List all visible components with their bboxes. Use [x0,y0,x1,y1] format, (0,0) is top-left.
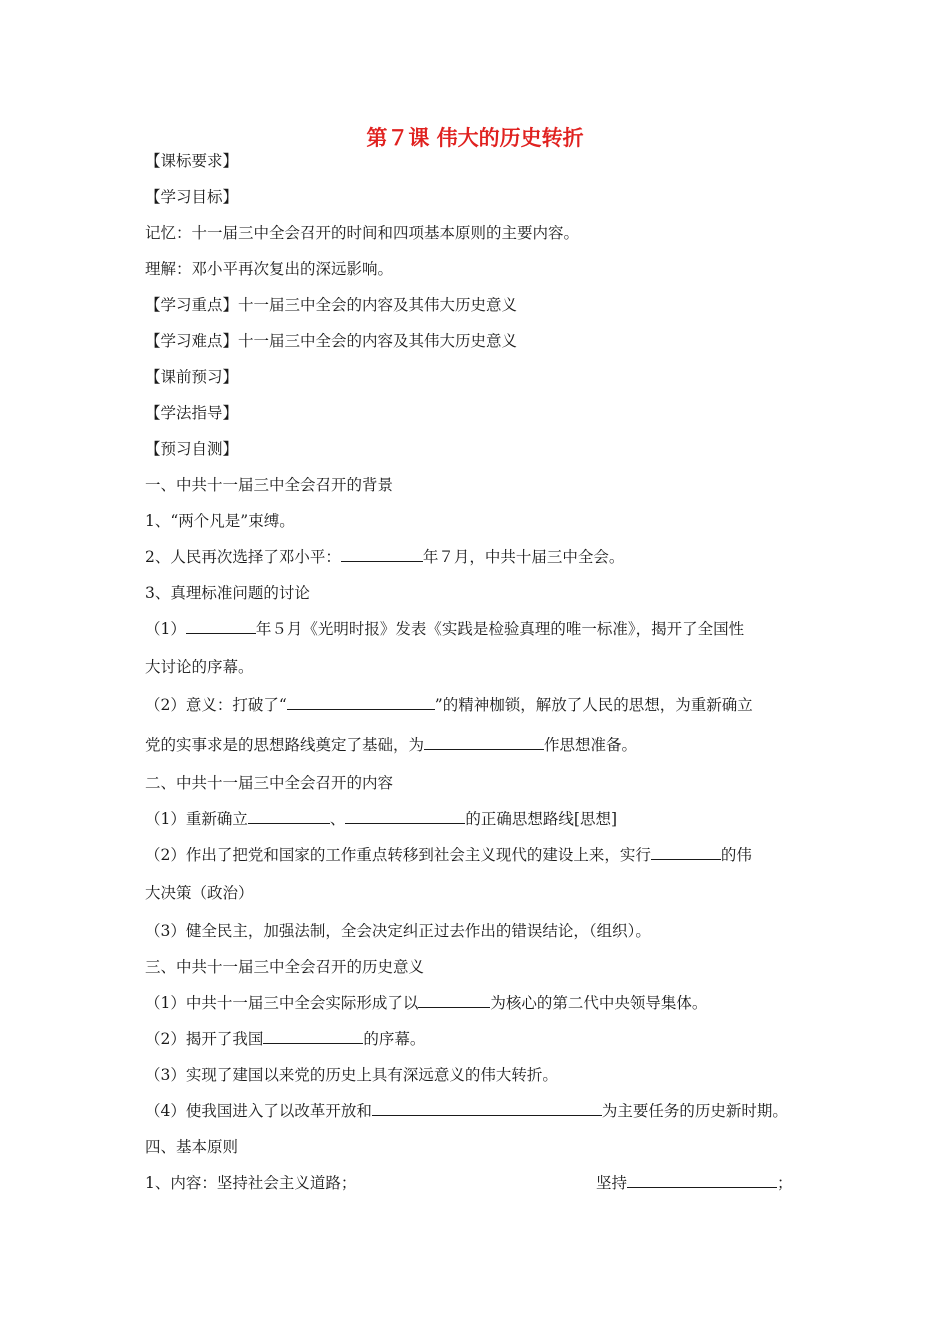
fill-blank[interactable] [263,1028,363,1044]
text-segment: （1）中共十一届三中全会实际形成了以 [145,994,419,1012]
text-line: 【学习重点】十一届三中全会的内容及其伟大历史意义 [145,296,518,314]
text-segment: 年７月，中共十届三中全会。 [422,548,625,566]
text-line: 1、“两个凡是”束缚。 [145,512,295,530]
fill-blank[interactable] [372,1100,602,1116]
text-segment: 1、内容：坚持社会主义道路； [145,1174,357,1192]
text-segment: 的伟 [720,846,752,864]
page-title: 第７课 伟大的历史转折 [366,126,584,150]
text-line: 四、基本原则 [145,1138,239,1156]
text-line: 记忆：十一届三中全会召开的时间和四项基本原则的主要内容。 [145,224,580,242]
text-line: 大决策（政治） [145,884,254,902]
fill-blank[interactable] [424,734,544,750]
text-line [145,618,744,640]
text-line [145,694,753,716]
text-segment: （2）作出了把党和国家的工作重点转移到社会主义现代的建设上来，实行 [145,846,651,864]
fill-blank[interactable] [186,618,256,634]
text-segment: 作思想准备。 [544,736,638,754]
text-line: 三、中共十一届三中全会召开的历史意义 [145,958,425,976]
text-line [145,546,624,568]
text-segment: 的正确思想路线[思想] [465,810,617,828]
text-line [596,1172,793,1194]
section-heading: 【学法指导】 [145,404,239,422]
fill-blank[interactable] [418,992,490,1008]
text-line: 理解：邓小平再次复出的深远影响。 [145,260,394,278]
text-line [145,844,752,866]
text-segment: （4）使我国进入了以改革开放和 [145,1102,372,1120]
text-line: （3）健全民主，加强法制，全会决定纠正过去作出的错误结论，（组织）。 [145,922,651,940]
fill-blank[interactable] [341,546,423,562]
text-segment: 为主要任务的历史新时期。 [601,1102,788,1120]
text-segment: ； [777,1174,793,1192]
text-line: 二、中共十一届三中全会召开的内容 [145,774,394,792]
text-line [145,1172,356,1194]
text-segment: 党的实事求是的思想路线奠定了基础，为 [145,736,425,754]
text-line: （3）实现了建国以来党的历史上具有深远意义的伟大转折。 [145,1066,558,1084]
fill-blank[interactable] [627,1172,777,1188]
text-segment: （2）意义：打破了“ [145,696,287,714]
text-segment: （1） [145,620,186,638]
text-line: 【学习难点】十一届三中全会的内容及其伟大历史意义 [145,332,518,350]
text-line [145,734,637,756]
text-segment: 、 [329,810,346,828]
section-heading: 【课标要求】 [145,152,239,170]
text-segment: 为核心的第二代中央领导集体。 [490,994,708,1012]
section-heading: 【学习目标】 [145,188,239,206]
text-line: 一、中共十一届三中全会召开的背景 [145,476,394,494]
text-segment: （2）揭开了我国 [145,1030,264,1048]
fill-blank[interactable] [248,808,330,824]
text-line [145,808,617,830]
text-segment: ”的精神枷锁，解放了人民的思想，为重新确立 [434,696,753,714]
text-line [145,1100,788,1122]
text-line [145,992,707,1014]
section-heading: 【预习自测】 [145,440,239,458]
text-segment: 2、人民再次选择了邓小平： [145,548,341,566]
text-segment: 坚持 [596,1174,628,1192]
fill-blank[interactable] [651,844,721,860]
text-segment: 的序幕。 [363,1030,426,1048]
text-line: 3、真理标准问题的讨论 [145,584,310,602]
text-line [145,1028,425,1050]
section-heading: 【课前预习】 [145,368,239,386]
fill-blank[interactable] [345,808,465,824]
text-segment: 年５月《光明时报》发表《实践是检验真理的唯一标准》，揭开了全国性 [255,620,745,638]
text-segment: （1）重新确立 [145,810,248,828]
fill-blank[interactable] [287,694,435,710]
text-line: 大讨论的序幕。 [145,658,254,676]
